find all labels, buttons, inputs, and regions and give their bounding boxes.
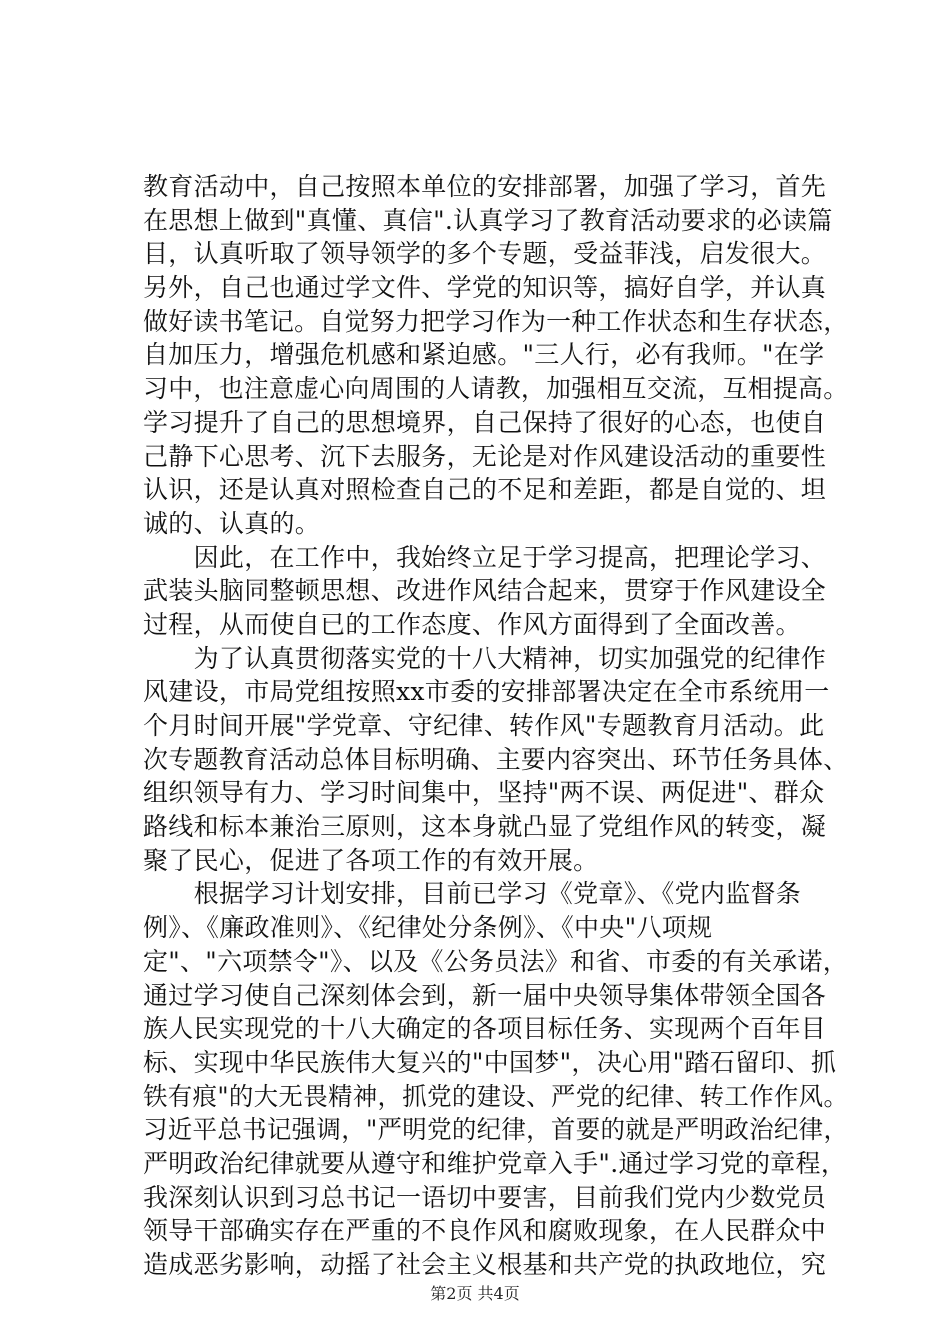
text-line: 铁有痕"的大无畏精神，抓党的建设、严党的纪律、转工作作风。 xyxy=(143,1081,849,1111)
text-line: 根据学习计划安排，目前已学习《党章》、《党内监督条 xyxy=(143,879,802,909)
text-line: 做好读书笔记。自觉努力把学习作为一种工作状态和生存状态， xyxy=(143,306,849,336)
text-line: 例》、《廉政准则》、《纪律处分条例》、《中央"八项规 xyxy=(143,913,713,943)
text-line: 习近平总书记强调，"严明党的纪律，首要的就是严明政治纪律， xyxy=(143,1115,849,1145)
text-line: 定"、"六项禁令"》、以及《公务员法》和省、市委的有关承诺， xyxy=(143,946,849,976)
text-line: 习中，也注意虚心向周围的人请教，加强相互交流，互相提高。 xyxy=(143,374,849,404)
text-line: 另外，自己也通过学文件、学党的知识等，搞好自学，并认真 xyxy=(143,273,827,303)
text-line: 为了认真贯彻落实党的十八大精神，切实加强党的纪律作 xyxy=(143,643,827,673)
page-footer: 第2页 共4页 xyxy=(430,1284,520,1303)
text-line: 诚的、认真的。 xyxy=(143,508,321,538)
text-line: 路线和标本兼治三原则，这本身就凸显了党组作风的转变，凝 xyxy=(143,812,827,842)
text-line: 领导干部确实存在严重的不良作风和腐败现象，在人民群众中 xyxy=(143,1216,827,1246)
text-line: 在思想上做到"真懂、真信".认真学习了教育活动要求的必读篇 xyxy=(143,205,833,235)
text-line: 造成恶劣影响，动摇了社会主义根基和共产党的执政地位，究 xyxy=(143,1250,827,1279)
text-line: 认识，还是认真对照检查自己的不足和差距，都是自觉的、坦 xyxy=(143,475,827,505)
text-line: 目，认真听取了领导领学的多个专题，受益菲浅，启发很大。 xyxy=(143,239,827,269)
text-line: 通过学习使自己深刻体会到，新一届中央领导集体带领全国各 xyxy=(143,980,827,1010)
text-line: 己静下心思考、沉下去服务，无论是对作风建设活动的重要性 xyxy=(143,441,827,471)
text-line: 族人民实现党的十八大确定的各项目标任务、实现两个百年目 xyxy=(143,1014,827,1044)
text-line: 我深刻认识到习总书记一语切中要害，目前我们党内少数党员 xyxy=(143,1182,827,1212)
body-text xyxy=(143,170,849,1282)
text-line: 学习提升了自己的思想境界，自己保持了很好的心态，也使自 xyxy=(143,407,827,437)
text-line: 因此，在工作中，我始终立足于学习提高，把理论学习、 xyxy=(143,542,827,572)
text-line: 组织领导有力、学习时间集中，坚持"两不误、两促进"、群众 xyxy=(143,778,825,808)
text-line: 个月时间开展"学党章、守纪律、转作风"专题教育月活动。此 xyxy=(143,711,825,740)
text-line: 次专题教育活动总体目标明确、主要内容突出、环节任务具体、 xyxy=(143,744,849,774)
text-line: 聚了民心，促进了各项工作的有效开展。 xyxy=(143,845,599,875)
text-line: 武装头脑同整顿思想、改进作风结合起来，贯穿于作风建设全 xyxy=(143,576,827,606)
text-line: 教育活动中，自己按照本单位的安排部署，加强了学习，首先 xyxy=(143,172,827,201)
text-line: 标、实现中华民族伟大复兴的"中国梦"，决心用"踏石留印、抓 xyxy=(143,1047,837,1077)
text-line: 严明政治纪律就要从遵守和维护党章入手".通过学习党的章程， xyxy=(143,1148,847,1178)
text-line: 自加压力，增强危机感和紧迫感。"三人行，必有我师。"在学 xyxy=(143,340,825,370)
text-line: 风建设，市局党组按照xx市委的安排部署决定在全市系统用一 xyxy=(143,677,830,707)
text-line: 过程，从而使自已的工作态度、作风方面得到了全面改善。 xyxy=(143,609,801,639)
